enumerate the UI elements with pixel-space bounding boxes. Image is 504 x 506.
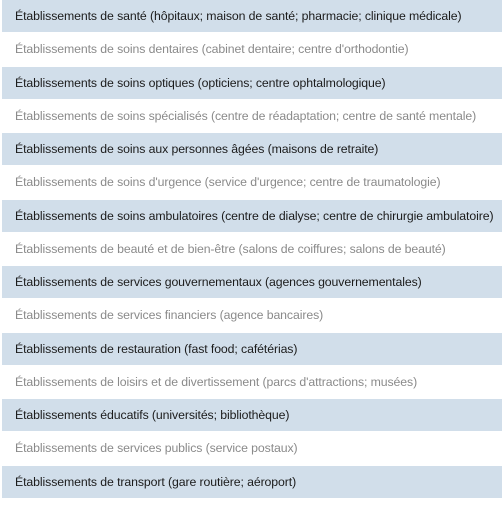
list-item-label: Établissements éducatifs (universités; bibliothèque) bbox=[15, 408, 290, 422]
list-item-label: Établissements de services gouvernementaux (agences gouvernementales) bbox=[15, 275, 422, 289]
list-item-label: Établissements de soins aux personnes âgées (maisons de retraite) bbox=[15, 142, 379, 156]
list-item-label: Établissements de services publics (service postaux) bbox=[15, 441, 298, 456]
list-item-label: Établissements de soins d'urgence (service d'urgence; centre de traumatologie) bbox=[15, 175, 441, 190]
list-item-label: Établissements de restauration (fast food; cafétérias) bbox=[15, 341, 298, 356]
list-item-label: Établissements de loisirs et de divertissement (parcs d'attractions; musées) bbox=[15, 374, 418, 389]
list-item[interactable] bbox=[2, 133, 502, 165]
list-item[interactable] bbox=[2, 67, 502, 99]
list-item-label: Établissements de transport (gare routière; aéroport) bbox=[15, 474, 297, 489]
list-item-label: Établissements de services financiers (agence bancaires) bbox=[15, 308, 324, 323]
list-item-label: Établissements de soins spécialisés (centre de réadaptation; centre de santé mentale) bbox=[15, 108, 477, 123]
list-item[interactable] bbox=[0, 365, 504, 400]
list-item[interactable] bbox=[0, 298, 504, 333]
list-item[interactable] bbox=[0, 431, 504, 466]
list-item[interactable] bbox=[2, 399, 502, 431]
list-item[interactable] bbox=[0, 165, 504, 200]
list-item[interactable] bbox=[0, 232, 504, 267]
list-item-label: Établissements de soins ambulatoires (centre de dialyse; centre de chirurgie ambulatoire) bbox=[15, 208, 494, 223]
list-item[interactable] bbox=[2, 0, 502, 32]
list-item[interactable] bbox=[2, 200, 502, 232]
list-item[interactable] bbox=[0, 99, 504, 134]
list-item-label: Établissements de soins dentaires (cabinet dentaire; centre d'orthodontie) bbox=[15, 42, 409, 57]
list-item-label: Établissements de beauté et de bien-être (salons de coiffures; salons de beauté) bbox=[15, 241, 446, 256]
list-item-label: Établissements de soins optiques (opticiens; centre ophtalmologique) bbox=[15, 75, 386, 90]
list-item[interactable] bbox=[0, 32, 504, 67]
list-item[interactable] bbox=[2, 333, 502, 365]
list-item[interactable] bbox=[2, 266, 502, 298]
list-item[interactable] bbox=[2, 466, 502, 498]
list-item-label: Établissements de santé (hôpitaux; maison de santé; pharmacie; clinique médicale) bbox=[15, 9, 462, 23]
